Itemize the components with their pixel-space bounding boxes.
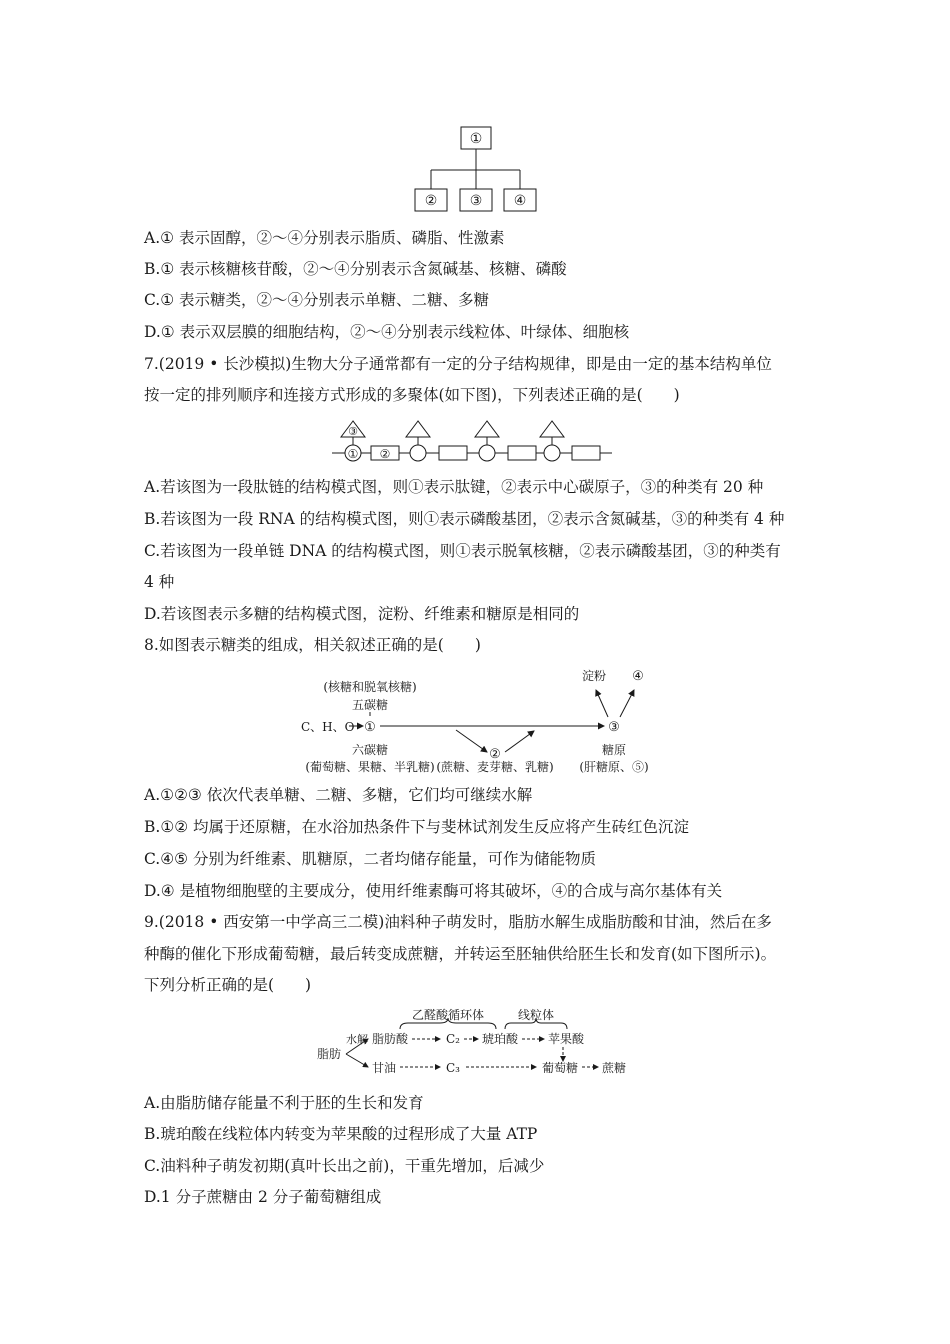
q8-option-b: B.①② 均属于还原糖，在水浴加热条件下与斐林试剂发生反应将产生砖红色沉淀 — [144, 818, 690, 836]
c3-label: C₃ — [446, 1061, 460, 1075]
hexose-note: (葡萄糖、果糖、半乳糖) — [305, 760, 435, 774]
fat-label: 脂肪 — [317, 1047, 342, 1061]
q9-stem-line2: 种酶的催化下形成葡萄糖，最后转变成蔗糖，并转运至胚轴供给胚生长和发育(如下图所示)。 — [144, 945, 777, 963]
polymer-label-1: ① — [347, 447, 359, 461]
tree-diagram — [0, 0, 950, 220]
q9-option-b: B.琥珀酸在线粒体内转变为苹果酸的过程形成了大量 ATP — [144, 1125, 538, 1143]
hydrolysis-label: 水解 — [346, 1033, 368, 1046]
polymer-unit-3-circle — [479, 445, 495, 461]
q7-stem-line2: 按一定的排列顺序和连接方式形成的多聚体(如下图)，下列表述正确的是( ) — [144, 386, 680, 404]
seed-metabolism-diagram — [0, 1005, 950, 1085]
pentose-note: (核糖和脱氧核糖) — [323, 680, 417, 694]
tree-node-4-label: ④ — [513, 193, 527, 209]
polymer-unit-4-triangle — [540, 421, 564, 437]
q8-option-a: A.①②③ 依次代表单糖、二糖、多糖，它们均可继续水解 — [144, 786, 533, 804]
starch-label: 淀粉 — [581, 669, 607, 683]
sugar-diagram — [0, 660, 950, 775]
mito-label: 线粒体 — [517, 1008, 555, 1022]
polymer-unit-2-circle — [410, 445, 426, 461]
glucose-label: 葡萄糖 — [542, 1061, 579, 1075]
polymer-diagram — [0, 412, 950, 472]
q7-option-a: A.若该图为一段肽链的结构模式图，则①表示肽键，②表示中心碳原子，③的种类有 20 种 — [144, 478, 764, 496]
cycle-label: 乙醛酸循环体 — [411, 1008, 485, 1022]
polymer-unit-4-rect — [572, 446, 600, 460]
succinate-label: 琥珀酸 — [482, 1032, 519, 1046]
q9-stem-line3: 下列分析正确的是( ) — [144, 976, 312, 994]
q7-option-c: C.若该图为一段单链 DNA 的结构模式图，则①表示脱氧核糖，②表示磷酸基团，③的种类有 — [144, 542, 781, 560]
q6-option-d: D.① 表示双层膜的细胞结构，②～④分别表示线粒体、叶绿体、细胞核 — [144, 323, 630, 341]
hexose-label: 六碳糖 — [351, 743, 389, 757]
q7-stem-line1: 7.(2019 • 长沙模拟)生物大分子通常都有一定的分子结构规律，即是由一定的基本结构单位 — [144, 355, 772, 373]
q6-option-a: A.① 表示固醇，②～④分别表示脂质、磷脂、性激素 — [144, 229, 505, 247]
q9-option-c: C.油料种子萌发初期(真叶长出之前)，干重先增加，后减少 — [144, 1157, 545, 1175]
tree-node-3-label: ③ — [469, 193, 483, 209]
source-elements: C、H、O — [301, 720, 355, 734]
q7-option-c-cont: 4 种 — [144, 573, 175, 591]
q6-option-b: B.① 表示核糖核苷酸，②～④分别表示含氮碱基、核糖、磷酸 — [144, 260, 567, 278]
q7-option-b: B.若该图为一段 RNA 的结构模式图，则①表示磷酸基团，②表示含氮碱基，③的种类有 4 种 — [144, 510, 785, 528]
q8-option-c: C.④⑤ 分别为纤维素、肌糖原，二者均储存能量，可作为储能物质 — [144, 850, 596, 868]
glycogen-note: (肝糖原、⑤) — [579, 760, 649, 774]
polymer-unit-4-circle — [544, 445, 560, 461]
polymer-label-2: ② — [379, 447, 391, 461]
malate-label: 苹果酸 — [548, 1032, 585, 1046]
glycogen-label: 糖原 — [601, 743, 627, 757]
q8-stem: 8.如图表示糖类的组成，相关叙述正确的是( ) — [144, 636, 481, 654]
q9-stem-line1: 9.(2018 • 西安第一中学高三二模)油料种子萌发时，脂肪水解生成脂肪酸和甘油，然后在多 — [144, 913, 772, 931]
node-2: ② — [489, 747, 501, 762]
q9-option-a: A.由脂肪储存能量不利于胚的生长和发育 — [144, 1094, 424, 1112]
tree-node-2-label: ② — [424, 193, 438, 209]
polymer-unit-2-rect — [439, 446, 467, 460]
tree-node-top-label: ① — [469, 131, 483, 147]
q8-option-d: D.④ 是植物细胞壁的主要成分，使用纤维素酶可将其破坏，④的合成与高尔基体有关 — [144, 882, 723, 900]
glycerol-label: 甘油 — [372, 1061, 397, 1075]
polymer-label-3: ③ — [348, 425, 358, 438]
pentose-label: 五碳糖 — [351, 698, 389, 712]
polymer-unit-3-triangle — [475, 421, 499, 437]
polymer-unit-3-rect — [508, 446, 536, 460]
polymer-unit-2-triangle — [406, 421, 430, 437]
node-1: ① — [364, 720, 376, 735]
sucrose-label: 蔗糖 — [602, 1061, 627, 1075]
node-4: ④ — [632, 669, 644, 684]
c2-label: C₂ — [446, 1032, 460, 1046]
disaccharide-note: (蔗糖、麦芽糖、乳糖) — [436, 760, 554, 774]
q6-option-c: C.① 表示糖类，②～④分别表示单糖、二糖、多糖 — [144, 291, 490, 309]
q7-option-d: D.若该图表示多糖的结构模式图，淀粉、纤维素和糖原是相同的 — [144, 605, 580, 623]
node-3: ③ — [608, 720, 620, 735]
q9-option-d: D.1 分子蔗糖由 2 分子葡萄糖组成 — [144, 1188, 382, 1206]
fatty-acid-label: 脂肪酸 — [372, 1032, 409, 1046]
